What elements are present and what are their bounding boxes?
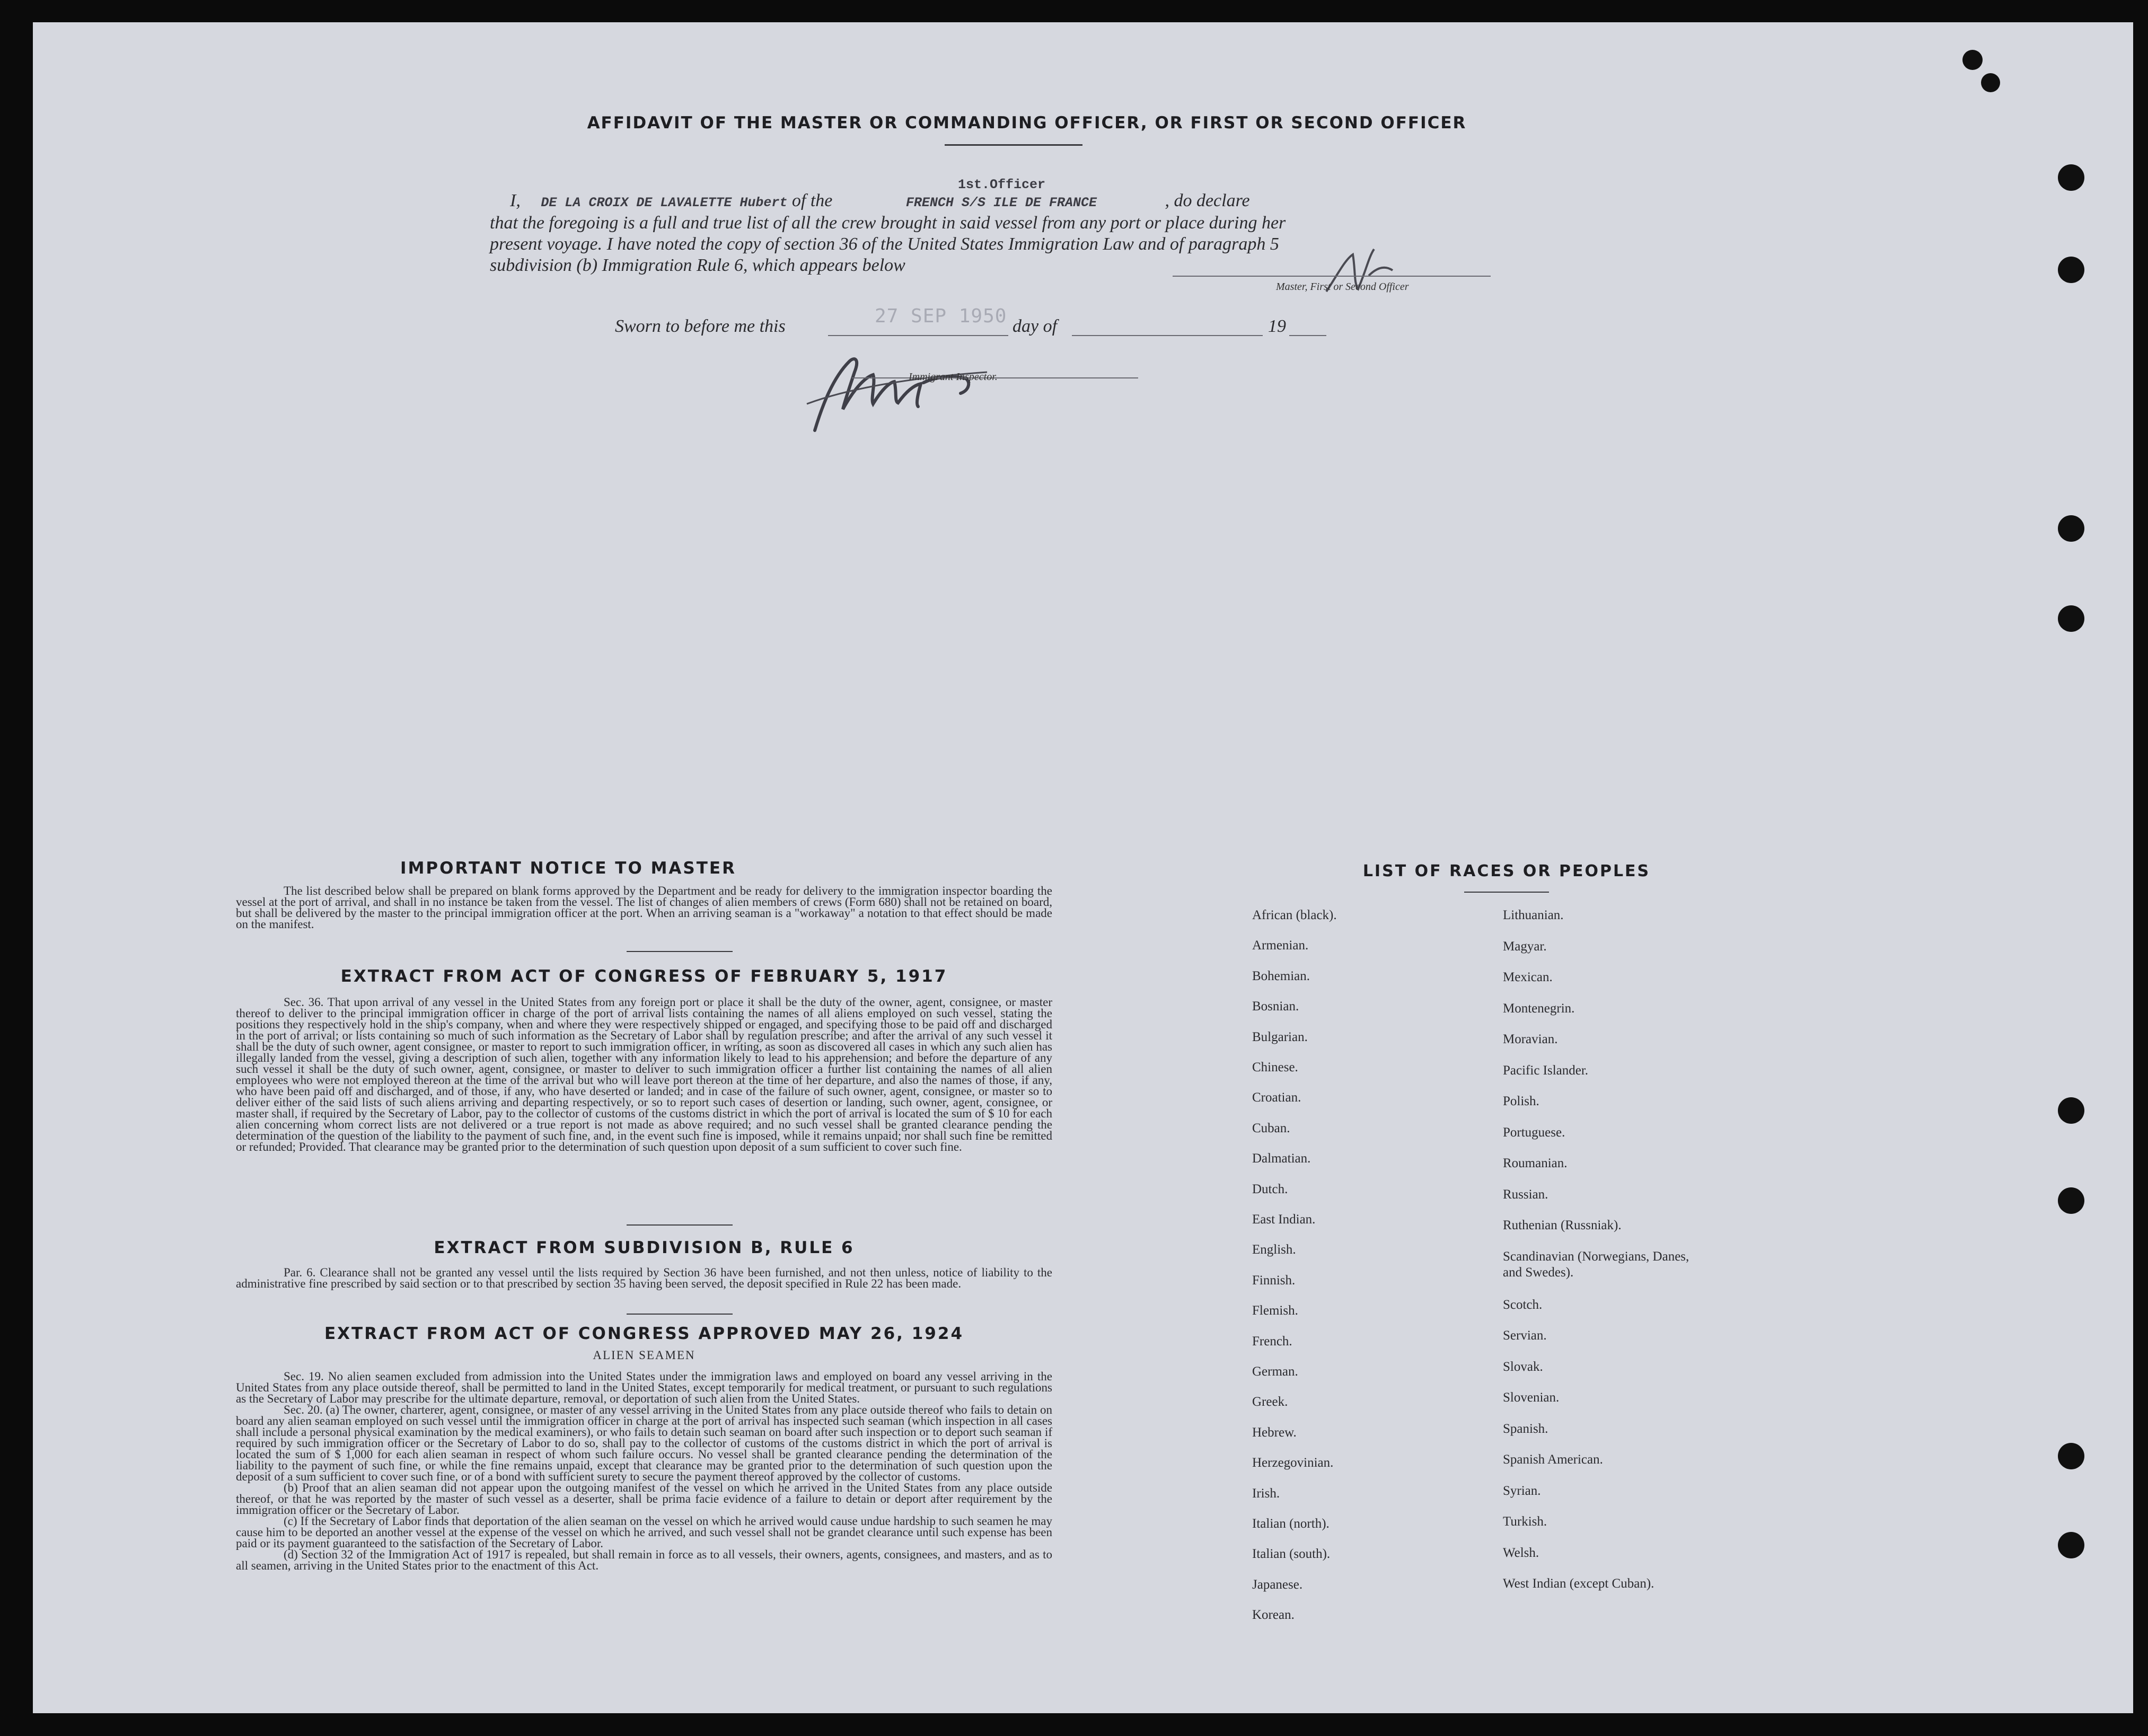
race-item: Scotch. bbox=[1503, 1297, 1543, 1312]
race-item: Italian (north). bbox=[1252, 1517, 1330, 1531]
race-item: Cuban. bbox=[1252, 1121, 1290, 1135]
race-item: Ruthenian (Russniak). bbox=[1503, 1218, 1622, 1232]
race-item: Irish. bbox=[1252, 1486, 1280, 1501]
race-item: Greek. bbox=[1252, 1395, 1288, 1409]
sec-19: Sec. 19. No alien seamen excluded from admission into the United States under the immigration laws and employed on board any vessel arriving in the United States from any place outside thereof, shall be permitted to land in the United States, except temporarily for medical treatment, or pursuant to such regulations as the Secretary of Labor may prescribe for the ultimate departure, removal, or deportation of such alien from the United States. bbox=[236, 1370, 1052, 1405]
race-item: Scandinavian (Norwegians, Danes, and Swedes). bbox=[1503, 1249, 1689, 1280]
year-prefix: 19 bbox=[1268, 316, 1286, 336]
punch-hole bbox=[2058, 1443, 2084, 1469]
punch-hole bbox=[2058, 1187, 2084, 1214]
race-item: West Indian (except Cuban). bbox=[1503, 1576, 1654, 1591]
sec-20b: (b) Proof that an alien seaman did not appear upon the outgoing manifest of the vessel on which he arrived in the United States from any place outside thereof, or that he was reported by the master of such vessel as a deserter, shall be prima facie evidence of a failure to detain or deport after requirement by the immigration officer or the Secretary of Labor. bbox=[236, 1481, 1052, 1517]
notice-rule bbox=[627, 951, 733, 952]
race-item: Bohemian. bbox=[1252, 968, 1310, 983]
inspector-signature bbox=[775, 340, 1029, 441]
punch-hole bbox=[2058, 1532, 2084, 1558]
race-item: Lithuanian. bbox=[1503, 908, 1564, 922]
race-item: Hebrew. bbox=[1252, 1425, 1297, 1440]
races-title: LIST OF RACES OR PEOPLES bbox=[1362, 862, 1651, 880]
race-item: African (black). bbox=[1252, 908, 1337, 922]
race-item: Herzegovinian. bbox=[1252, 1456, 1334, 1470]
race-item: Armenian. bbox=[1252, 938, 1309, 953]
officer-caption: Master, First or Second Officer bbox=[1276, 281, 1409, 293]
race-item: Magyar. bbox=[1503, 939, 1547, 954]
affidavit-line-4: subdivision (b) Immigration Rule 6, which appears below bbox=[490, 255, 905, 275]
race-item: Bulgarian. bbox=[1252, 1029, 1308, 1044]
extract-1924-title: EXTRACT FROM ACT OF CONGRESS APPROVED MAY 26, 1924 bbox=[324, 1324, 964, 1343]
race-item: Flemish. bbox=[1252, 1303, 1298, 1318]
race-item: Croatian. bbox=[1252, 1090, 1301, 1105]
affidavit-line-1 bbox=[510, 191, 1250, 211]
race-item: Servian. bbox=[1503, 1328, 1547, 1343]
race-item: Syrian. bbox=[1503, 1483, 1541, 1498]
sworn-prefix: Sworn to before me this bbox=[615, 316, 786, 336]
race-item: Spanish American. bbox=[1503, 1452, 1603, 1467]
punch-hole bbox=[2058, 515, 2084, 542]
affidavit-prefix: I, bbox=[510, 191, 521, 210]
sworn-date-line bbox=[828, 335, 1008, 336]
races-title-rule bbox=[1464, 892, 1549, 893]
race-item: Slovak. bbox=[1503, 1359, 1543, 1374]
inspector-caption: Immigrant Inspector. bbox=[909, 371, 998, 383]
title-underline bbox=[945, 144, 1082, 146]
race-item: Chinese. bbox=[1252, 1060, 1298, 1074]
race-item: Japanese. bbox=[1252, 1577, 1303, 1592]
race-item: Pacific Islander. bbox=[1503, 1063, 1589, 1078]
race-item: English. bbox=[1252, 1242, 1296, 1257]
punch-hole bbox=[1981, 73, 2000, 92]
race-item: Italian (south). bbox=[1252, 1547, 1331, 1562]
race-item: Welsh. bbox=[1503, 1545, 1539, 1560]
race-item: Moravian. bbox=[1503, 1032, 1558, 1046]
extract-1917-rule bbox=[627, 1224, 733, 1226]
race-item: Slovenian. bbox=[1503, 1390, 1560, 1405]
punch-hole bbox=[2058, 1097, 2084, 1124]
punch-hole bbox=[2058, 257, 2084, 283]
vessel-name: FRENCH S/S ILE DE FRANCE bbox=[905, 195, 1097, 210]
affidavit-title: AFFIDAVIT OF THE MASTER OR COMMANDING OFFICER, OR FIRST OR SECOND OFFICER bbox=[587, 113, 1467, 133]
race-item: French. bbox=[1252, 1334, 1292, 1349]
punch-hole bbox=[2058, 164, 2084, 191]
race-item: Korean. bbox=[1252, 1608, 1295, 1623]
extract-rule6-title: EXTRACT FROM SUBDIVISION B, RULE 6 bbox=[434, 1238, 855, 1257]
race-item: Polish. bbox=[1503, 1094, 1539, 1108]
alien-seamen-subtitle: ALIEN SEAMEN bbox=[593, 1349, 696, 1362]
month-line bbox=[1072, 335, 1263, 336]
race-item: Roumanian. bbox=[1503, 1156, 1568, 1170]
extract-rule6-rule bbox=[627, 1314, 733, 1315]
race-item: Bosnian. bbox=[1252, 999, 1299, 1014]
officer-name: DE LA CROIX DE LAVALETTE Hubert bbox=[541, 195, 788, 210]
declare-text: , do declare bbox=[1165, 191, 1250, 210]
notice-body: The list described below shall be prepared on blank forms approved by the Department and be ready for delivery to the immigration inspector boarding the vessel at the port of arrival, and shall in no instance be taken from the vessel. The list of changes of alien members of crews (Form 680) shall not be retained on board, but shall be delivered by the master to the principal immigration officer at the port. When an arriving seaman is a "workaway" a notation to that effect should be made on the manifest. bbox=[236, 884, 1052, 931]
officer-position: 1st.Officer bbox=[958, 177, 1046, 192]
affidavit-line-3: present voyage. I have noted the copy of section 36 of the United States Immigration Law and of paragraph 5 bbox=[490, 234, 1279, 254]
sworn-date-stamp: 27 SEP 1950 bbox=[875, 305, 1007, 327]
race-item: Finnish. bbox=[1252, 1273, 1296, 1288]
extract-rule6-body: Par. 6. Clearance shall not be granted any vessel until the lists required by Section 36 have been furnished, and not then unless, notice of liability to the administrative fine prescribed by said section or to that prescribed by section 35 having been served, the deposit specified in Rule 22 has been made. bbox=[236, 1266, 1052, 1290]
extract-1917-title: EXTRACT FROM ACT OF CONGRESS OF FEBRUARY 5, 1917 bbox=[340, 967, 948, 986]
race-item: Russian. bbox=[1503, 1187, 1548, 1202]
race-item: East Indian. bbox=[1252, 1212, 1316, 1227]
officer-signature-line bbox=[1173, 276, 1491, 277]
race-item: Dalmatian. bbox=[1252, 1151, 1311, 1166]
sec-20a: Sec. 20. (a) The owner, charterer, agent, consignee, or master of any vessel arriving in the United States from any place outside thereof who fails to detain on board any alien seaman employed on such vessel until the immigration officer in charge at the port of arrival has inspected such seaman (which inspection in all cases shall include a personal physical examination by the medical examiners), or who fails to detain such seaman on board after such inspection or to deport such seaman if required by such immigration officer or the Secretary of Labor to do so, shall pay to the collector of customs of the customs district in which the port of arrival is located the sum of $ 1,000 for each alien seaman in respect of whom such failure occurs. No vessel shall be granted clearance pending the determination of the liability to the payment of such fine, or while the fine remains unpaid, except that clearance may be granted prior to the determination of such question upon the deposit of a sum sufficient to cover such fine, or of a bond with sufficient surety to secure the payment thereof approved by the collector of customs. bbox=[236, 1403, 1052, 1483]
race-item: Dutch. bbox=[1252, 1182, 1288, 1196]
extract-1924-body bbox=[236, 1371, 1052, 1571]
document-page bbox=[33, 22, 2133, 1713]
race-item: Mexican. bbox=[1503, 970, 1553, 984]
of-the-text: of the bbox=[791, 191, 833, 210]
extract-1917-body: Sec. 36. That upon arrival of any vessel in the United States from any foreign port or place it shall be the duty of the owner, agent, consignee, or master thereof to deliver to the principal immigration officer in charge of the port of arrival lists containing the names of all aliens employed on such vessel, stating the positions they respectively hold in the ship's company, when and where they were respectively shipped or engaged, and specifying those to be paid off and discharged in the port of arrival; or lists containing so much of such information as the Secretary of Labor shall by regulation prescribe; and after the arrival of any such vessel it shall be the duty of such owner, agent consignee, or master to report to such immigration officer, in writing, as soon as discovered all cases in which any such alien has illegally landed from the vessel, giving a description of such alien, together with any information likely to lead to his apprehension; and before the departure of any such vessel it shall be the duty of such owner, agent, consignee, or master to deliver to such immigration officer a further list containing the names of all alien employees who were not employed thereon at the time of the arrival but who will leave port thereon at the time of her departure, and also the names of those, if any, who have been paid off and discharged, and of those, if any, who have deserted or landed; and in case of the failure of such owner, agent, consignee, or master so to deliver either of the said lists of such aliens arriving and departing respectively, or so to report such cases of desertion or landing, such owner, agent, consignee, or master shall, if required by the Secretary of Labor, pay to the collector of customs of the customs district in which the port of arrival is located the sum of $ 10 for each alien concerning whom correct lists are not delivered or a true report is not made as above required; and no such vessel shall be granted clearance pending the determination of the question of the liability to the payment of such fine, and, in the event such fine is imposed, while it remains unpaid; nor shall such fine be remitted or refunded; Provided. That clearance may be granted prior to the determination of such question upon deposit of a sum sufficient to cover such fine. bbox=[236, 995, 1052, 1153]
race-item: Portuguese. bbox=[1503, 1125, 1565, 1140]
race-item: German. bbox=[1252, 1364, 1298, 1379]
punch-hole bbox=[1962, 50, 1983, 70]
day-of-text: day of bbox=[1013, 316, 1058, 336]
sec-20d: (d) Section 32 of the Immigration Act of 1917 is repealed, but shall remain in force as to all vessels, their owners, agents, consignees, and masters, and as to all seamen, arriving in the United States prior to the enactment of this Act. bbox=[236, 1548, 1052, 1572]
year-line bbox=[1289, 335, 1326, 336]
race-item: Turkish. bbox=[1503, 1514, 1547, 1529]
notice-title: IMPORTANT NOTICE TO MASTER bbox=[400, 859, 736, 878]
race-item: Spanish. bbox=[1503, 1421, 1548, 1436]
sec-20c: (c) If the Secretary of Labor finds that deportation of the alien seaman on the vessel on which he arrived would cause undue hardship to such seamen he may cause him to be deported an another vessel at the expense of the vessel on which he arrived, and such vessel shall not be grandet clearance until such expense has been paid or its payment guaranteed to the satisfaction of the Secretary of Labor. bbox=[236, 1514, 1052, 1550]
race-item: Montenegrin. bbox=[1503, 1001, 1575, 1016]
affidavit-line-2: that the foregoing is a full and true list of all the crew brought in said vessel from any port or place during her bbox=[490, 213, 1286, 233]
punch-hole bbox=[2058, 605, 2084, 632]
